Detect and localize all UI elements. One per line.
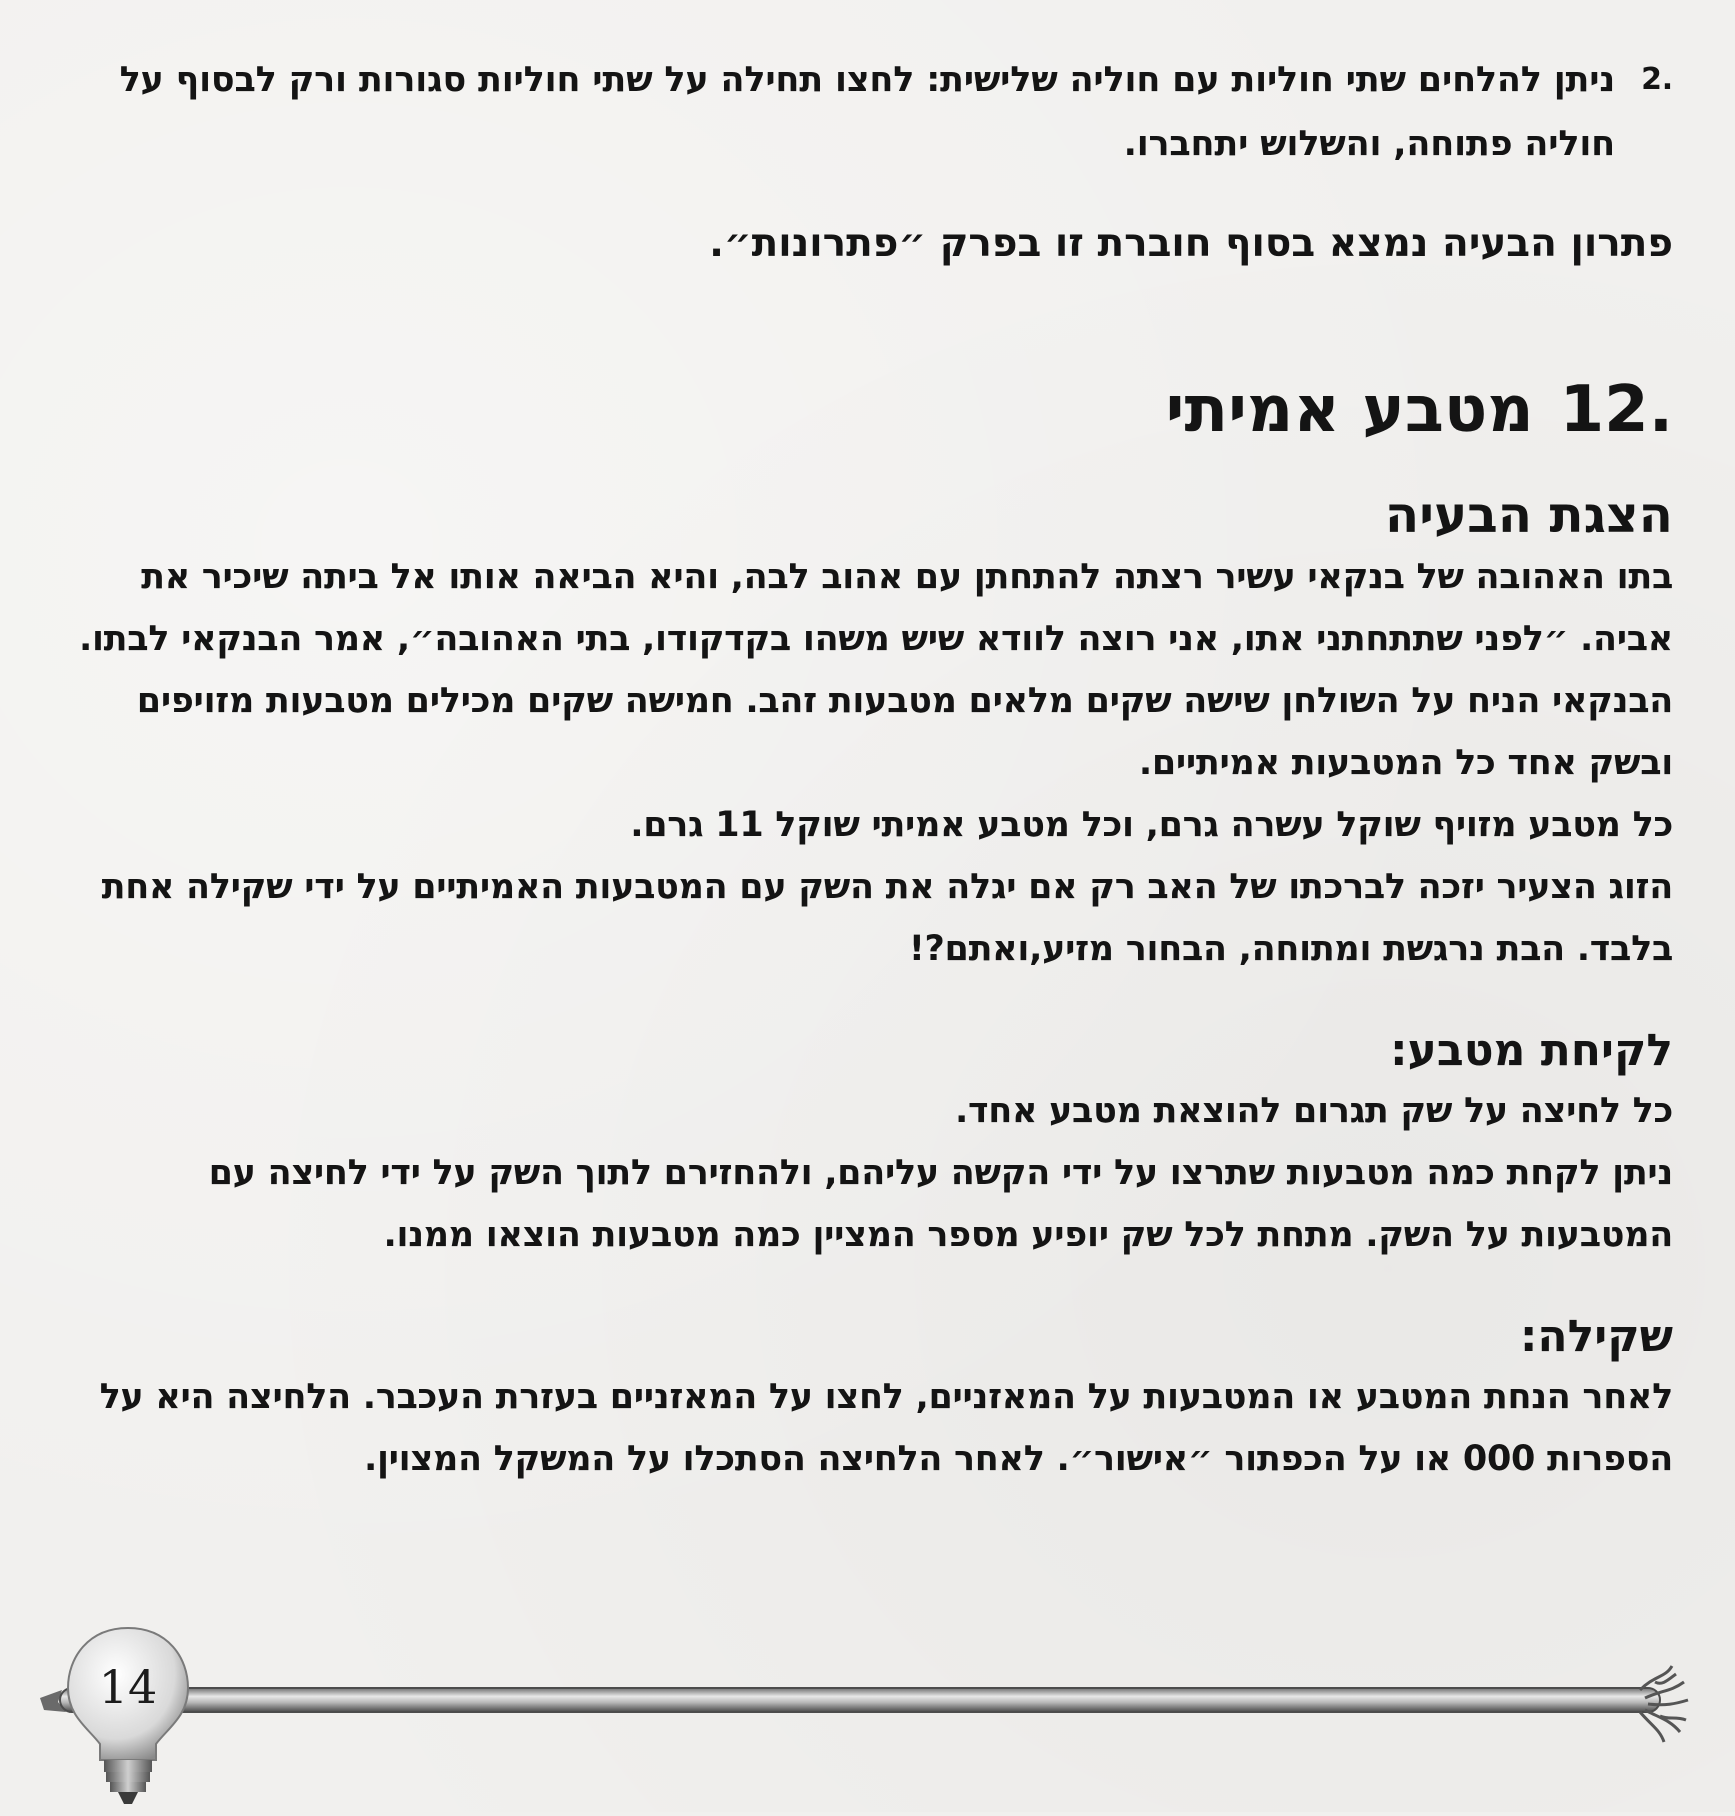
page-number: 14 (98, 1660, 158, 1714)
list-item-number: .2 (1641, 62, 1673, 97)
taking-coin-paragraph: כל לחיצה על שק תגרום להוצאת מטבע אחד. (954, 1091, 1673, 1131)
page-content (58, 48, 1673, 1490)
chapter-title (58, 370, 1673, 450)
problem-paragraph: בתו האהובה של בנקאי עשיר רצתה להתחתן עם אהוב לבה, והיא הביאה אותו אל ביתה שיכיר את אביה. ״לפני שתתחתני אתו, אני רוצה לוודא שיש משהו בקדקודו, בתי האהובה״, אמר הבנקאי לבתו. הבנקאי הניח על השולחן שישה שקים מלאים מטבעות זהב. חמישה שקים מכילים מטבעות מזויפים ובשק אחד כל המטבעות אמיתיים. (78, 557, 1673, 783)
problem-paragraph: כל מטבע מזויף שוקל עשרה גרם, וכל מטבע אמיתי שוקל 11 גרם. (630, 805, 1673, 845)
lightbulb-icon (68, 1628, 188, 1804)
problem-paragraph: הזוג הצעיר יזכה לברכתו של האב רק אם יגלה את השק עם המטבעות האמיתיים על ידי שקילה אחת בלבד. הבת נרגשת ומתוחה, הבחור מזיע,ואתם?! (101, 867, 1673, 969)
taking-coin-paragraph: ניתן לקחת כמה מטבעות שתרצו על ידי הקשה עליהם, ולהחזירם לתוך השק על ידי לחיצה עם המטבעות על השק. מתחת לכל שק יופיע מספר המציין כמה מטבעות הוצאו ממנו. (208, 1153, 1673, 1255)
chapter-name: מטבע אמיתי (1165, 373, 1534, 447)
weighing-paragraph: לאחר הנחת המטבע או המטבעות על המאזניים, לחצו על המאזניים בעזרת העכבר. הלחיצה היא על הספרות 000 או על הכפתור ״אישור״. לאחר הלחיצה הסתכלו על המשקל המצוין. (99, 1377, 1673, 1479)
taking-coin-heading: לקיחת מטבע: (1389, 1025, 1673, 1076)
problem-text (58, 546, 1673, 980)
solution-note: פתרון הבעיה נמצא בסוף חוברת זו בפרק ״פתרונות״. (709, 221, 1673, 266)
weighing-heading: שקילה: (1519, 1311, 1673, 1362)
weighing-text (58, 1366, 1673, 1490)
chapter-number: .12 (1559, 373, 1673, 447)
list-item-2 (58, 48, 1673, 176)
taking-coin-text (58, 1080, 1673, 1266)
wire-bar (40, 1688, 1660, 1712)
page-footer (0, 1620, 1735, 1812)
footer-decoration (0, 1620, 1735, 1812)
list-item-text: ניתן להלחים שתי חוליות עם חוליה שלישית: לחצו תחילה על שתי חוליות סגורות ורק לבסוף על חוליה פתוחה, והשלוש יתחברו. (119, 60, 1615, 164)
problem-heading: הצגת הבעיה (1384, 486, 1673, 544)
